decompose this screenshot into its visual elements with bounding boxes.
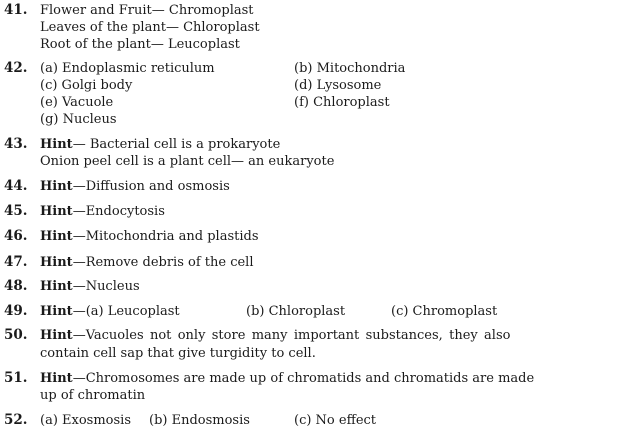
answer-line [40, 228, 259, 245]
question-number: 43. [4, 136, 28, 152]
question-number: 51. [4, 370, 28, 386]
answer-line [40, 178, 230, 195]
answer-line: Flower and Fruit— Chromoplast [40, 3, 254, 18]
answer-line [40, 370, 534, 387]
answer-line [40, 278, 140, 295]
question-number: 47. [4, 254, 28, 270]
hint-label: Hint [40, 371, 73, 386]
answer-line: Onion peel cell is a plant cell— an eukaryote [40, 154, 335, 169]
answer-text: —Endocytosis [72, 204, 165, 219]
question-number: 49. [4, 303, 28, 319]
option-g: (g) Nucleus [40, 112, 117, 127]
hint-label: Hint [40, 279, 73, 294]
question-number: 46. [4, 228, 28, 244]
hint-label: Hint [40, 179, 73, 194]
answer-line: up of chromatin [40, 388, 146, 403]
answer-text: —(a) Leucoplast [72, 304, 180, 319]
question-number: 50. [4, 327, 28, 343]
question-number: 41. [4, 2, 28, 18]
option-a: (a) Endoplasmic reticulum [40, 61, 215, 76]
option-c: (c) Golgi body [40, 78, 133, 93]
question-number: 52. [4, 412, 28, 428]
hint-label: Hint [40, 137, 73, 152]
option-e: (e) Vacuole [40, 95, 114, 110]
option-f: (f) Chloroplast [294, 95, 390, 110]
question-number: 45. [4, 203, 28, 219]
answer-text: — Bacterial cell is a prokaryote [72, 137, 281, 152]
hint-label: Hint [40, 229, 73, 244]
option-b: (b) Mitochondria [294, 61, 406, 76]
hint-label: Hint [40, 255, 73, 270]
answer-text: —Nucleus [72, 279, 140, 294]
option-a [40, 303, 180, 320]
answer-text: —Remove debris of the cell [72, 255, 254, 270]
answer-text: —Diffusion and osmosis [72, 179, 230, 194]
hint-label: Hint [40, 328, 73, 343]
option-c: (c) Chromoplast [391, 304, 498, 319]
answer-line [40, 136, 280, 153]
answer-line [40, 203, 165, 220]
answer-text: —Mitochondria and plastids [72, 229, 259, 244]
hint-label: Hint [40, 304, 73, 319]
option-b: (b) Endosmosis [149, 413, 250, 428]
answer-line: contain cell sap that give turgidity to cell. [40, 346, 316, 361]
question-number: 48. [4, 278, 28, 294]
option-a: (a) Exosmosis [40, 413, 131, 428]
option-b: (b) Chloroplast [246, 304, 346, 319]
answer-text: —Vacuoles not only store many important substances, they also [72, 328, 511, 343]
answer-line [40, 327, 538, 344]
option-c: (c) No effect [294, 413, 377, 428]
option-d: (d) Lysosome [294, 78, 382, 93]
hint-label: Hint [40, 204, 73, 219]
question-number: 44. [4, 178, 28, 194]
answer-line: Leaves of the plant— Chloroplast [40, 20, 260, 35]
question-number: 42. [4, 60, 28, 76]
answer-text: —Chromosomes are made up of chromatids and chromatids are made [72, 371, 535, 386]
answer-line [40, 254, 254, 271]
answer-line: Root of the plant— Leucoplast [40, 37, 240, 52]
